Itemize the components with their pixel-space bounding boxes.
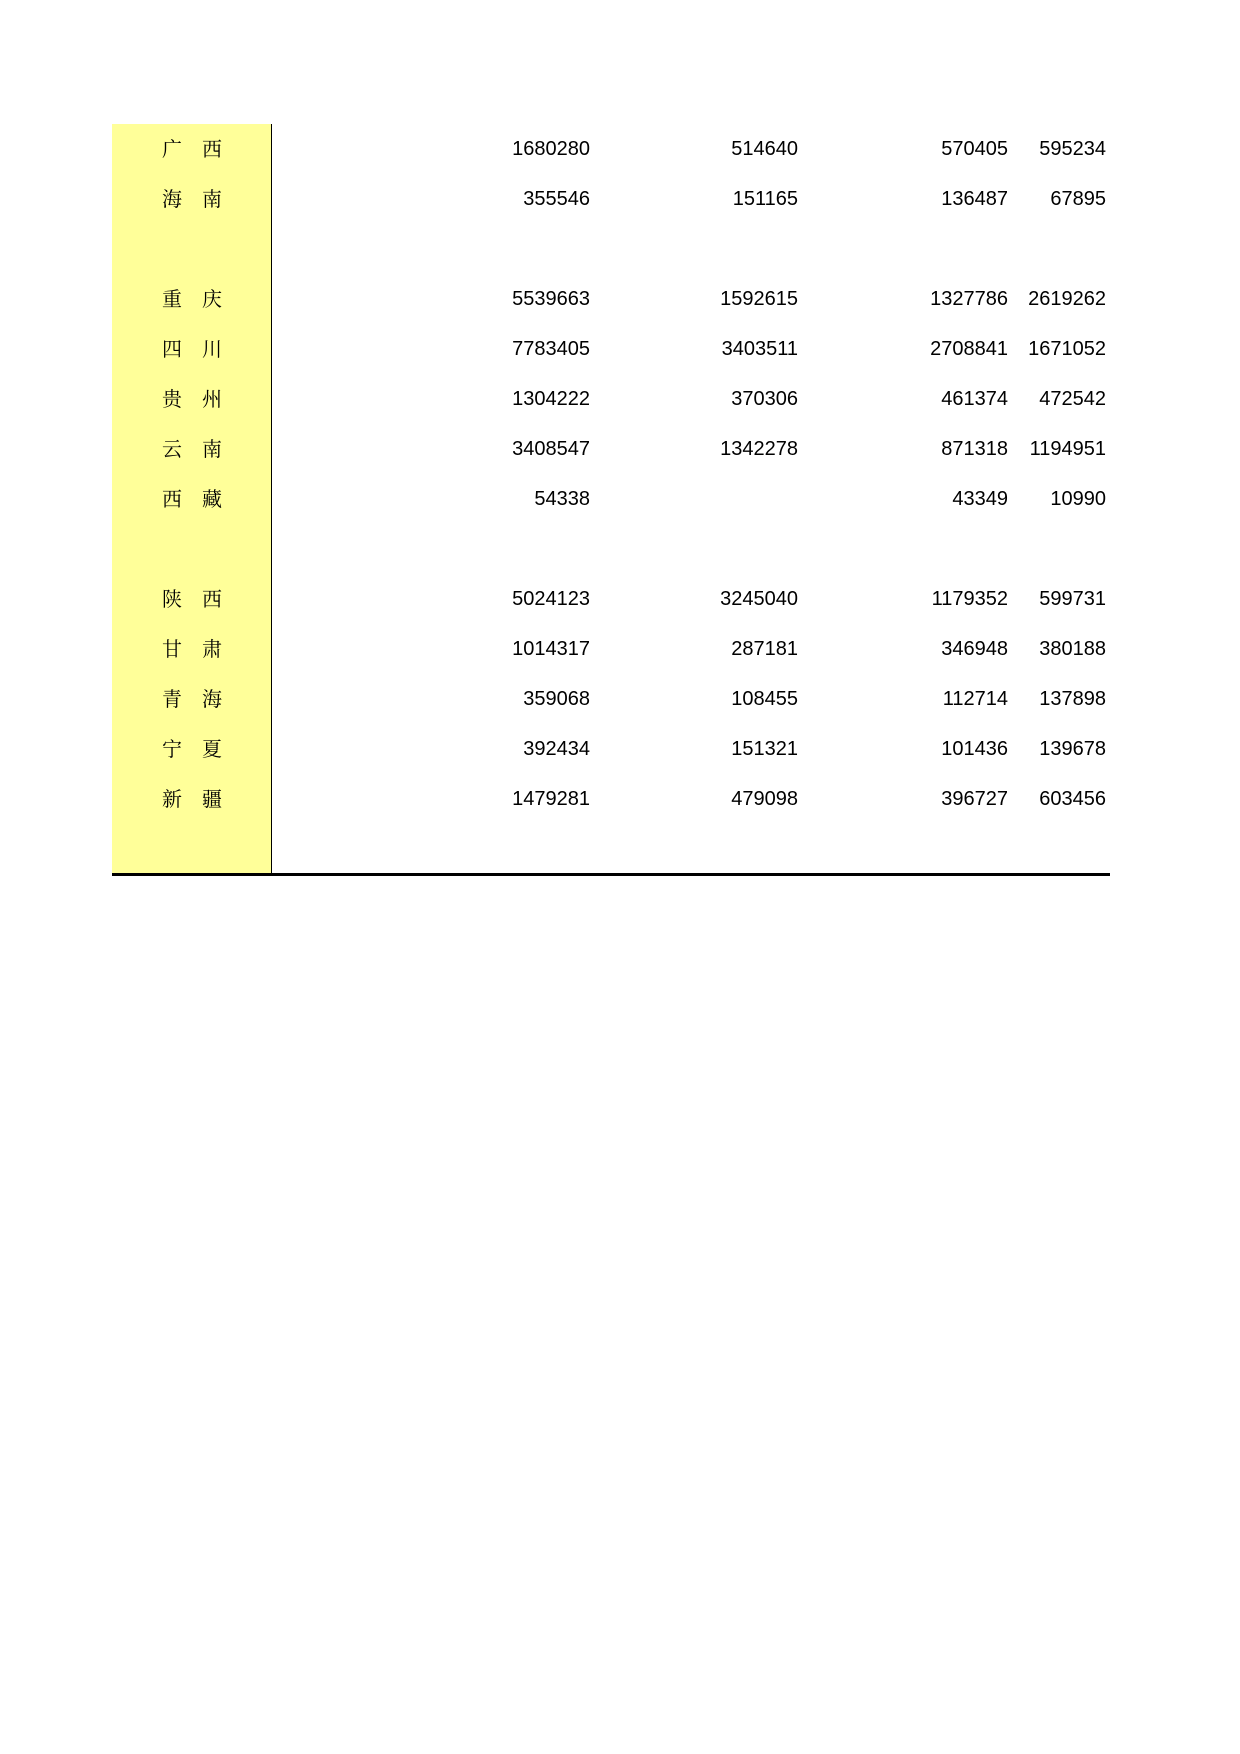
table-row: [112, 324, 1110, 374]
region-name: 青海: [162, 687, 242, 711]
value-col-1: 1680280: [512, 138, 590, 160]
value-col-4: 10990: [1050, 488, 1106, 510]
value-col-4: 472542: [1039, 388, 1106, 410]
value-col-2: 151321: [731, 738, 798, 760]
value-col-3: 101436: [941, 738, 1008, 760]
table-row: [112, 724, 1110, 774]
value-col-4: 139678: [1039, 738, 1106, 760]
value-col-1: 1479281: [512, 788, 590, 810]
table-row: [112, 674, 1110, 724]
value-col-4: 599731: [1039, 588, 1106, 610]
value-col-1: 359068: [523, 688, 590, 710]
value-col-1: 54338: [534, 488, 590, 510]
region-name: 西藏: [162, 487, 242, 511]
table-row: [112, 424, 1110, 474]
value-col-2: 3245040: [720, 588, 798, 610]
region-name: 新疆: [162, 787, 242, 811]
value-col-1: 7783405: [512, 338, 590, 360]
table-bottom-rule: [112, 873, 1110, 876]
value-col-1: 1304222: [512, 388, 590, 410]
value-col-2: 287181: [731, 638, 798, 660]
value-col-1: 5539663: [512, 288, 590, 310]
value-col-3: 136487: [941, 188, 1008, 210]
blank-row: [112, 524, 1110, 574]
value-col-4: 380188: [1039, 638, 1106, 660]
value-col-1: 5024123: [512, 588, 590, 610]
region-name: 海南: [162, 187, 242, 211]
value-col-3: 1179352: [931, 588, 1008, 610]
value-col-3: 1327786: [930, 288, 1008, 310]
value-col-2: 1592615: [720, 288, 798, 310]
region-name: 重庆: [162, 287, 242, 311]
table-row: [112, 174, 1110, 224]
value-col-3: 346948: [941, 638, 1008, 660]
value-col-4: 603456: [1039, 788, 1106, 810]
table-row: [112, 474, 1110, 524]
spreadsheet-page: [112, 124, 1110, 876]
value-col-3: 2708841: [930, 338, 1008, 360]
value-col-3: 871318: [941, 438, 1008, 460]
value-col-2: 3403511: [721, 338, 798, 360]
value-col-2: 151165: [732, 188, 798, 210]
data-table: [112, 124, 1110, 824]
region-name: 陕西: [162, 587, 242, 611]
value-col-2: [592, 474, 798, 524]
table-row: [112, 124, 1110, 174]
value-col-1: 3408547: [512, 438, 590, 460]
table-row: [112, 274, 1110, 324]
table-row: [112, 374, 1110, 424]
table-row: [112, 574, 1110, 624]
value-col-4: 67895: [1050, 188, 1106, 210]
value-col-3: 396727: [941, 788, 1008, 810]
value-col-1: 355546: [523, 188, 590, 210]
region-name: 四川: [162, 337, 242, 361]
value-col-4: 2619262: [1028, 288, 1106, 310]
table-row: [112, 624, 1110, 674]
value-col-4: 595234: [1039, 138, 1106, 160]
value-col-3: 461374: [941, 388, 1008, 410]
value-col-4: 137898: [1039, 688, 1106, 710]
value-col-2: 479098: [731, 788, 798, 810]
value-col-2: 370306: [731, 388, 798, 410]
value-col-3: 570405: [941, 138, 1008, 160]
table-row: [112, 774, 1110, 824]
region-name: 宁夏: [162, 737, 242, 761]
blank-row: [112, 224, 1110, 274]
value-col-1: 392434: [523, 738, 590, 760]
value-col-4: 1671052: [1028, 338, 1106, 360]
value-col-3: 112714: [942, 688, 1008, 710]
value-col-2: 1342278: [720, 438, 798, 460]
region-name: 甘肃: [162, 637, 242, 661]
value-col-1: 1014317: [512, 638, 590, 660]
value-col-2: 514640: [731, 138, 798, 160]
region-name: 云南: [162, 437, 242, 461]
region-name: 广西: [162, 137, 242, 161]
value-col-2: 108455: [731, 688, 798, 710]
region-name: 贵州: [162, 387, 242, 411]
value-col-3: 43349: [952, 488, 1008, 510]
value-col-4: 1194951: [1029, 438, 1106, 460]
